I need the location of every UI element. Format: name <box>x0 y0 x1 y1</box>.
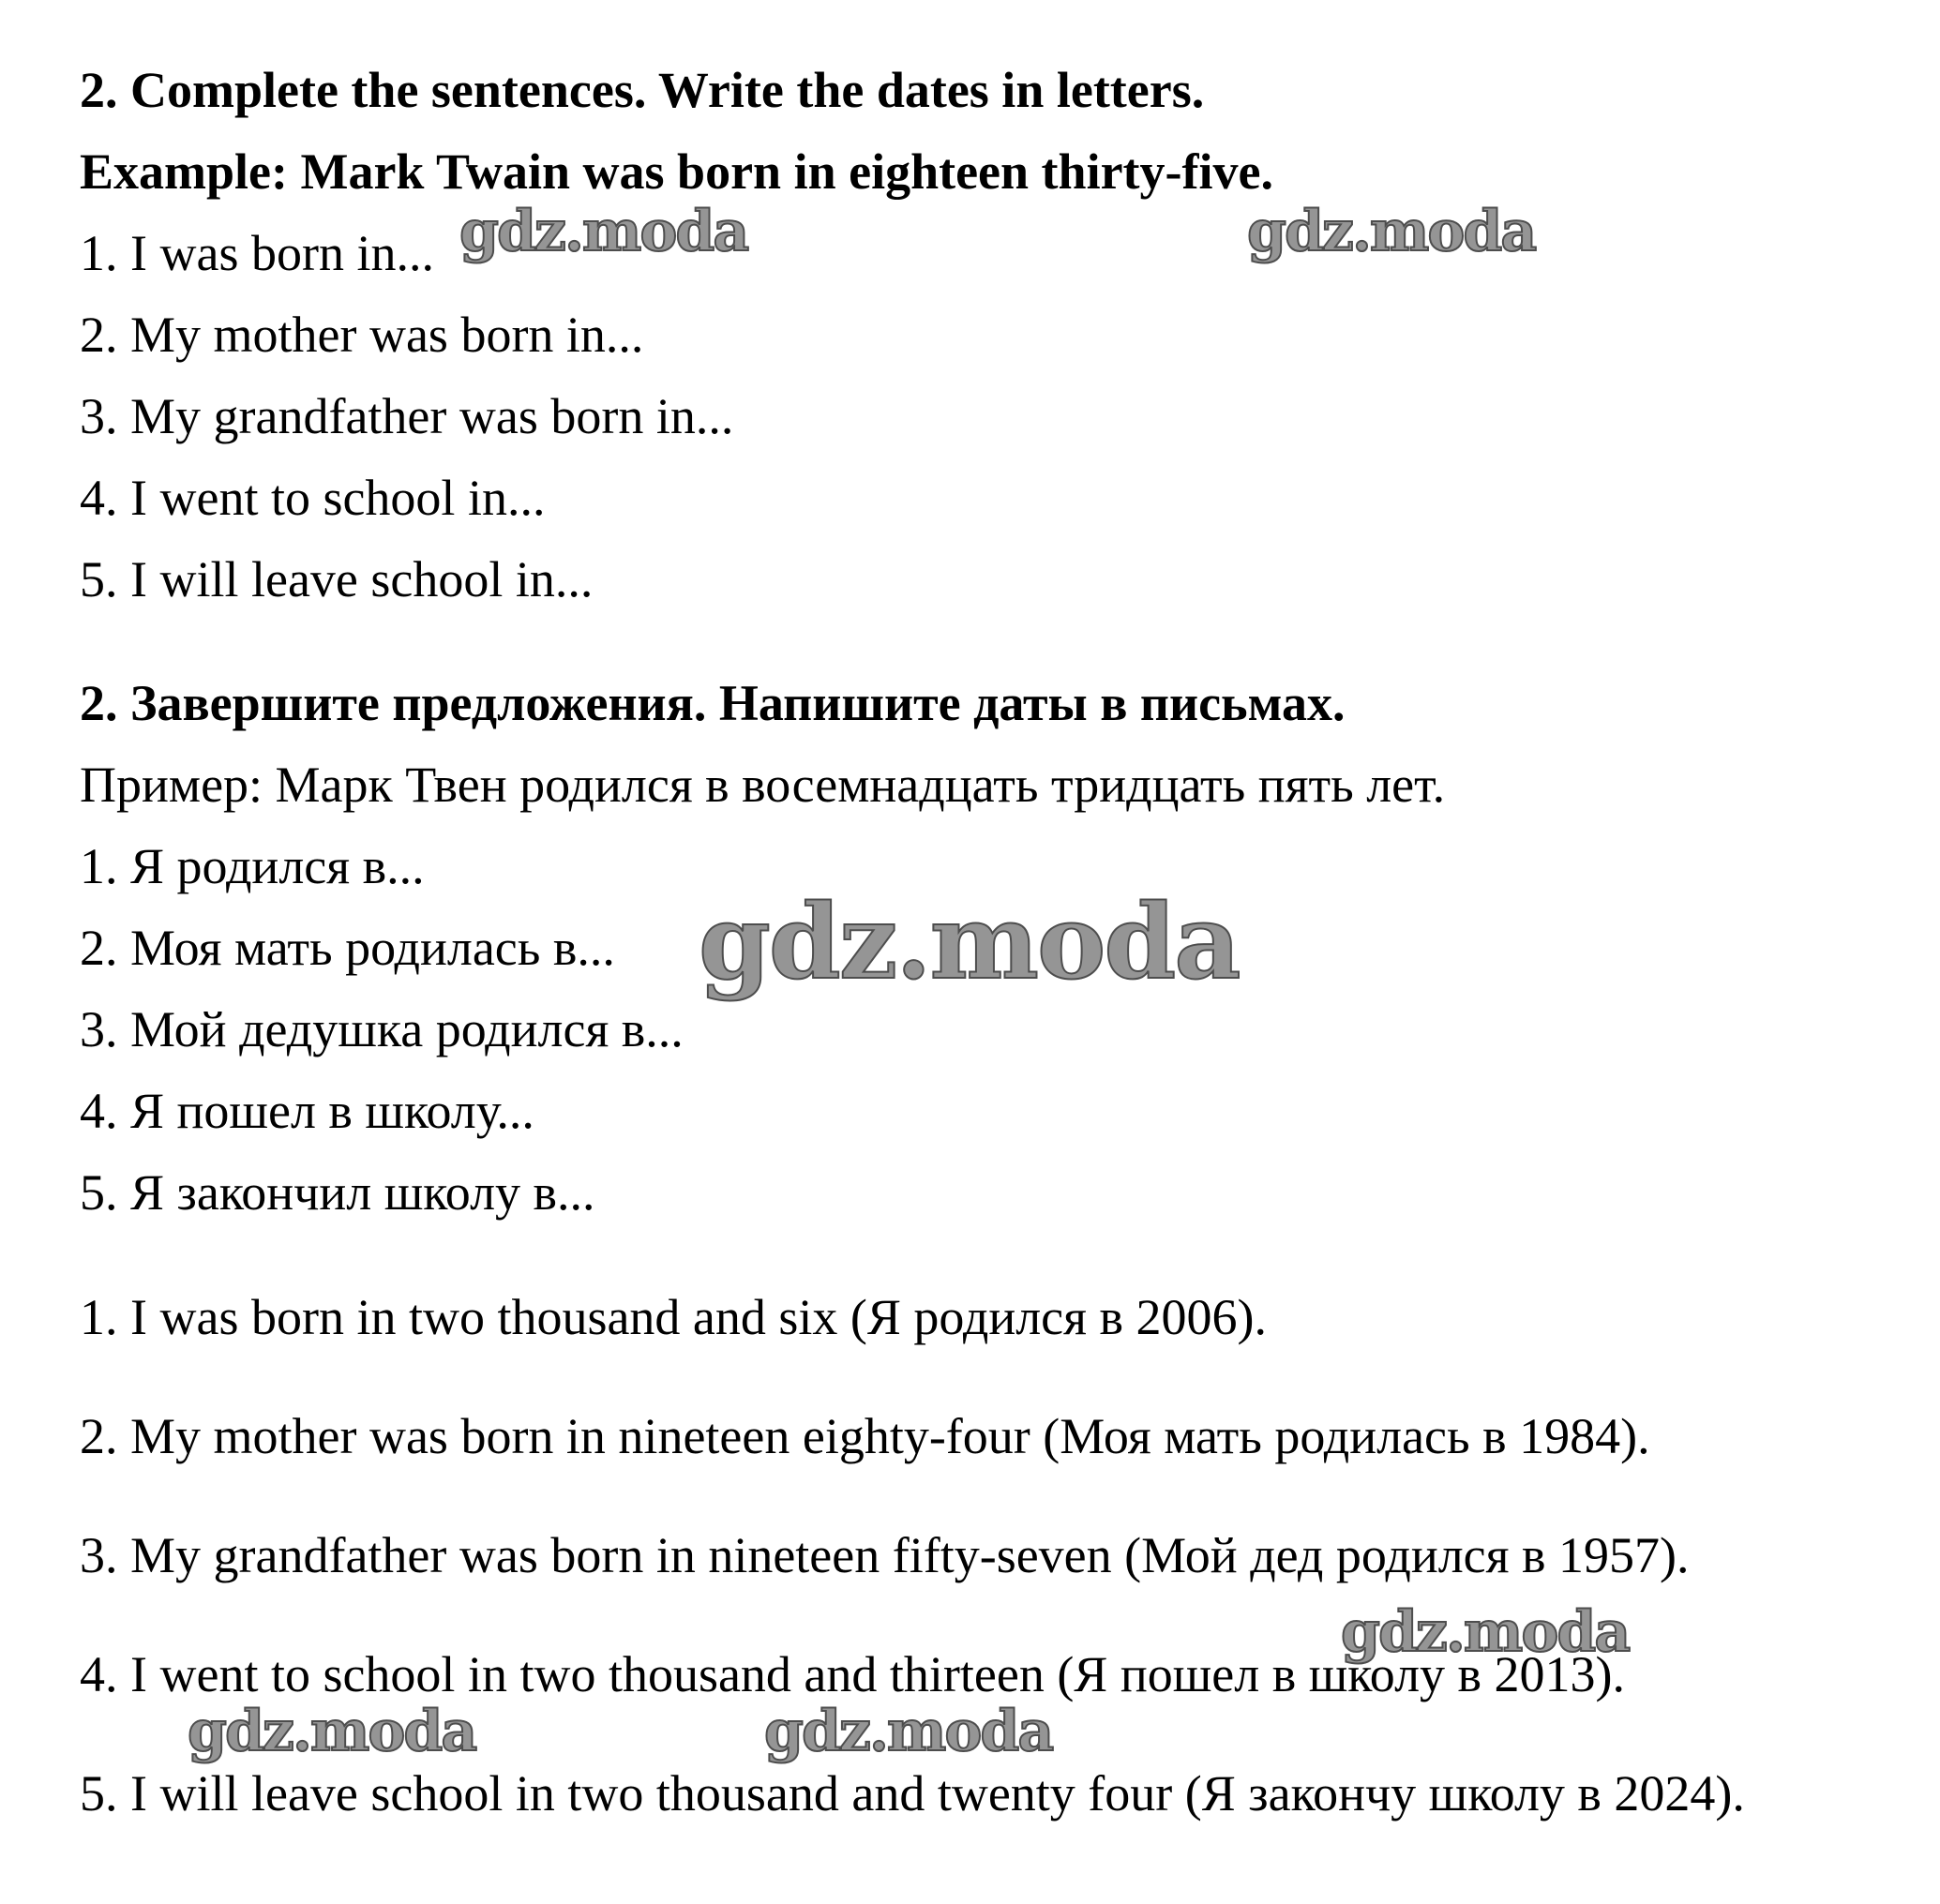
answer-1: 1. I was born in two thousand and six (Я родился в 2006). <box>80 1289 1267 1345</box>
translation-example: Пример: Марк Твен родился в восемнадцать тридцать пять лет. <box>80 757 1446 813</box>
translation-item-5: 5. Я закончил школу в... <box>80 1164 595 1221</box>
watermark: gdz.moda <box>1341 1599 1630 1665</box>
translation-item-1: 1. Я родился в... <box>80 838 425 894</box>
watermark: gdz.moda <box>764 1699 1053 1764</box>
task-example: Example: Mark Twain was born in eighteen thirty-five. <box>80 143 1273 200</box>
answer-3: 3. My grandfather was born in nineteen fifty-seven (Мой дед родился в 1957). <box>80 1527 1690 1583</box>
answer-4: 4. I went to school in two thousand and thirteen (Я пошел в школу в 2013). <box>80 1646 1626 1702</box>
watermark: gdz.moda <box>188 1699 476 1764</box>
watermark: gdz.moda <box>459 199 748 264</box>
answer-5: 5. I will leave school in two thousand and twenty four (Я закончу школу в 2024). <box>80 1765 1745 1822</box>
translation-item-2: 2. Моя мать родилась в... <box>80 920 615 976</box>
watermark: gdz.moda <box>1247 199 1536 264</box>
translation-item-4: 4. Я пошел в школу... <box>80 1083 534 1139</box>
watermark: gdz.moda <box>699 881 1240 1002</box>
translation-item-3: 3. Мой дедушка родился в... <box>80 1001 684 1057</box>
answer-2: 2. My mother was born in nineteen eighty-four (Моя мать родилась в 1984). <box>80 1408 1650 1464</box>
task-title: 2. Complete the sentences. Write the dates in letters. <box>80 62 1205 118</box>
task-item-1: 1. I was born in... <box>80 225 434 281</box>
task-item-5: 5. I will leave school in... <box>80 551 594 607</box>
task-item-3: 3. My grandfather was born in... <box>80 388 734 444</box>
task-item-2: 2. My mother was born in... <box>80 307 644 363</box>
translation-title: 2. Завершите предложения. Напишите даты в письмах. <box>80 675 1346 731</box>
task-item-4: 4. I went to school in... <box>80 470 546 526</box>
